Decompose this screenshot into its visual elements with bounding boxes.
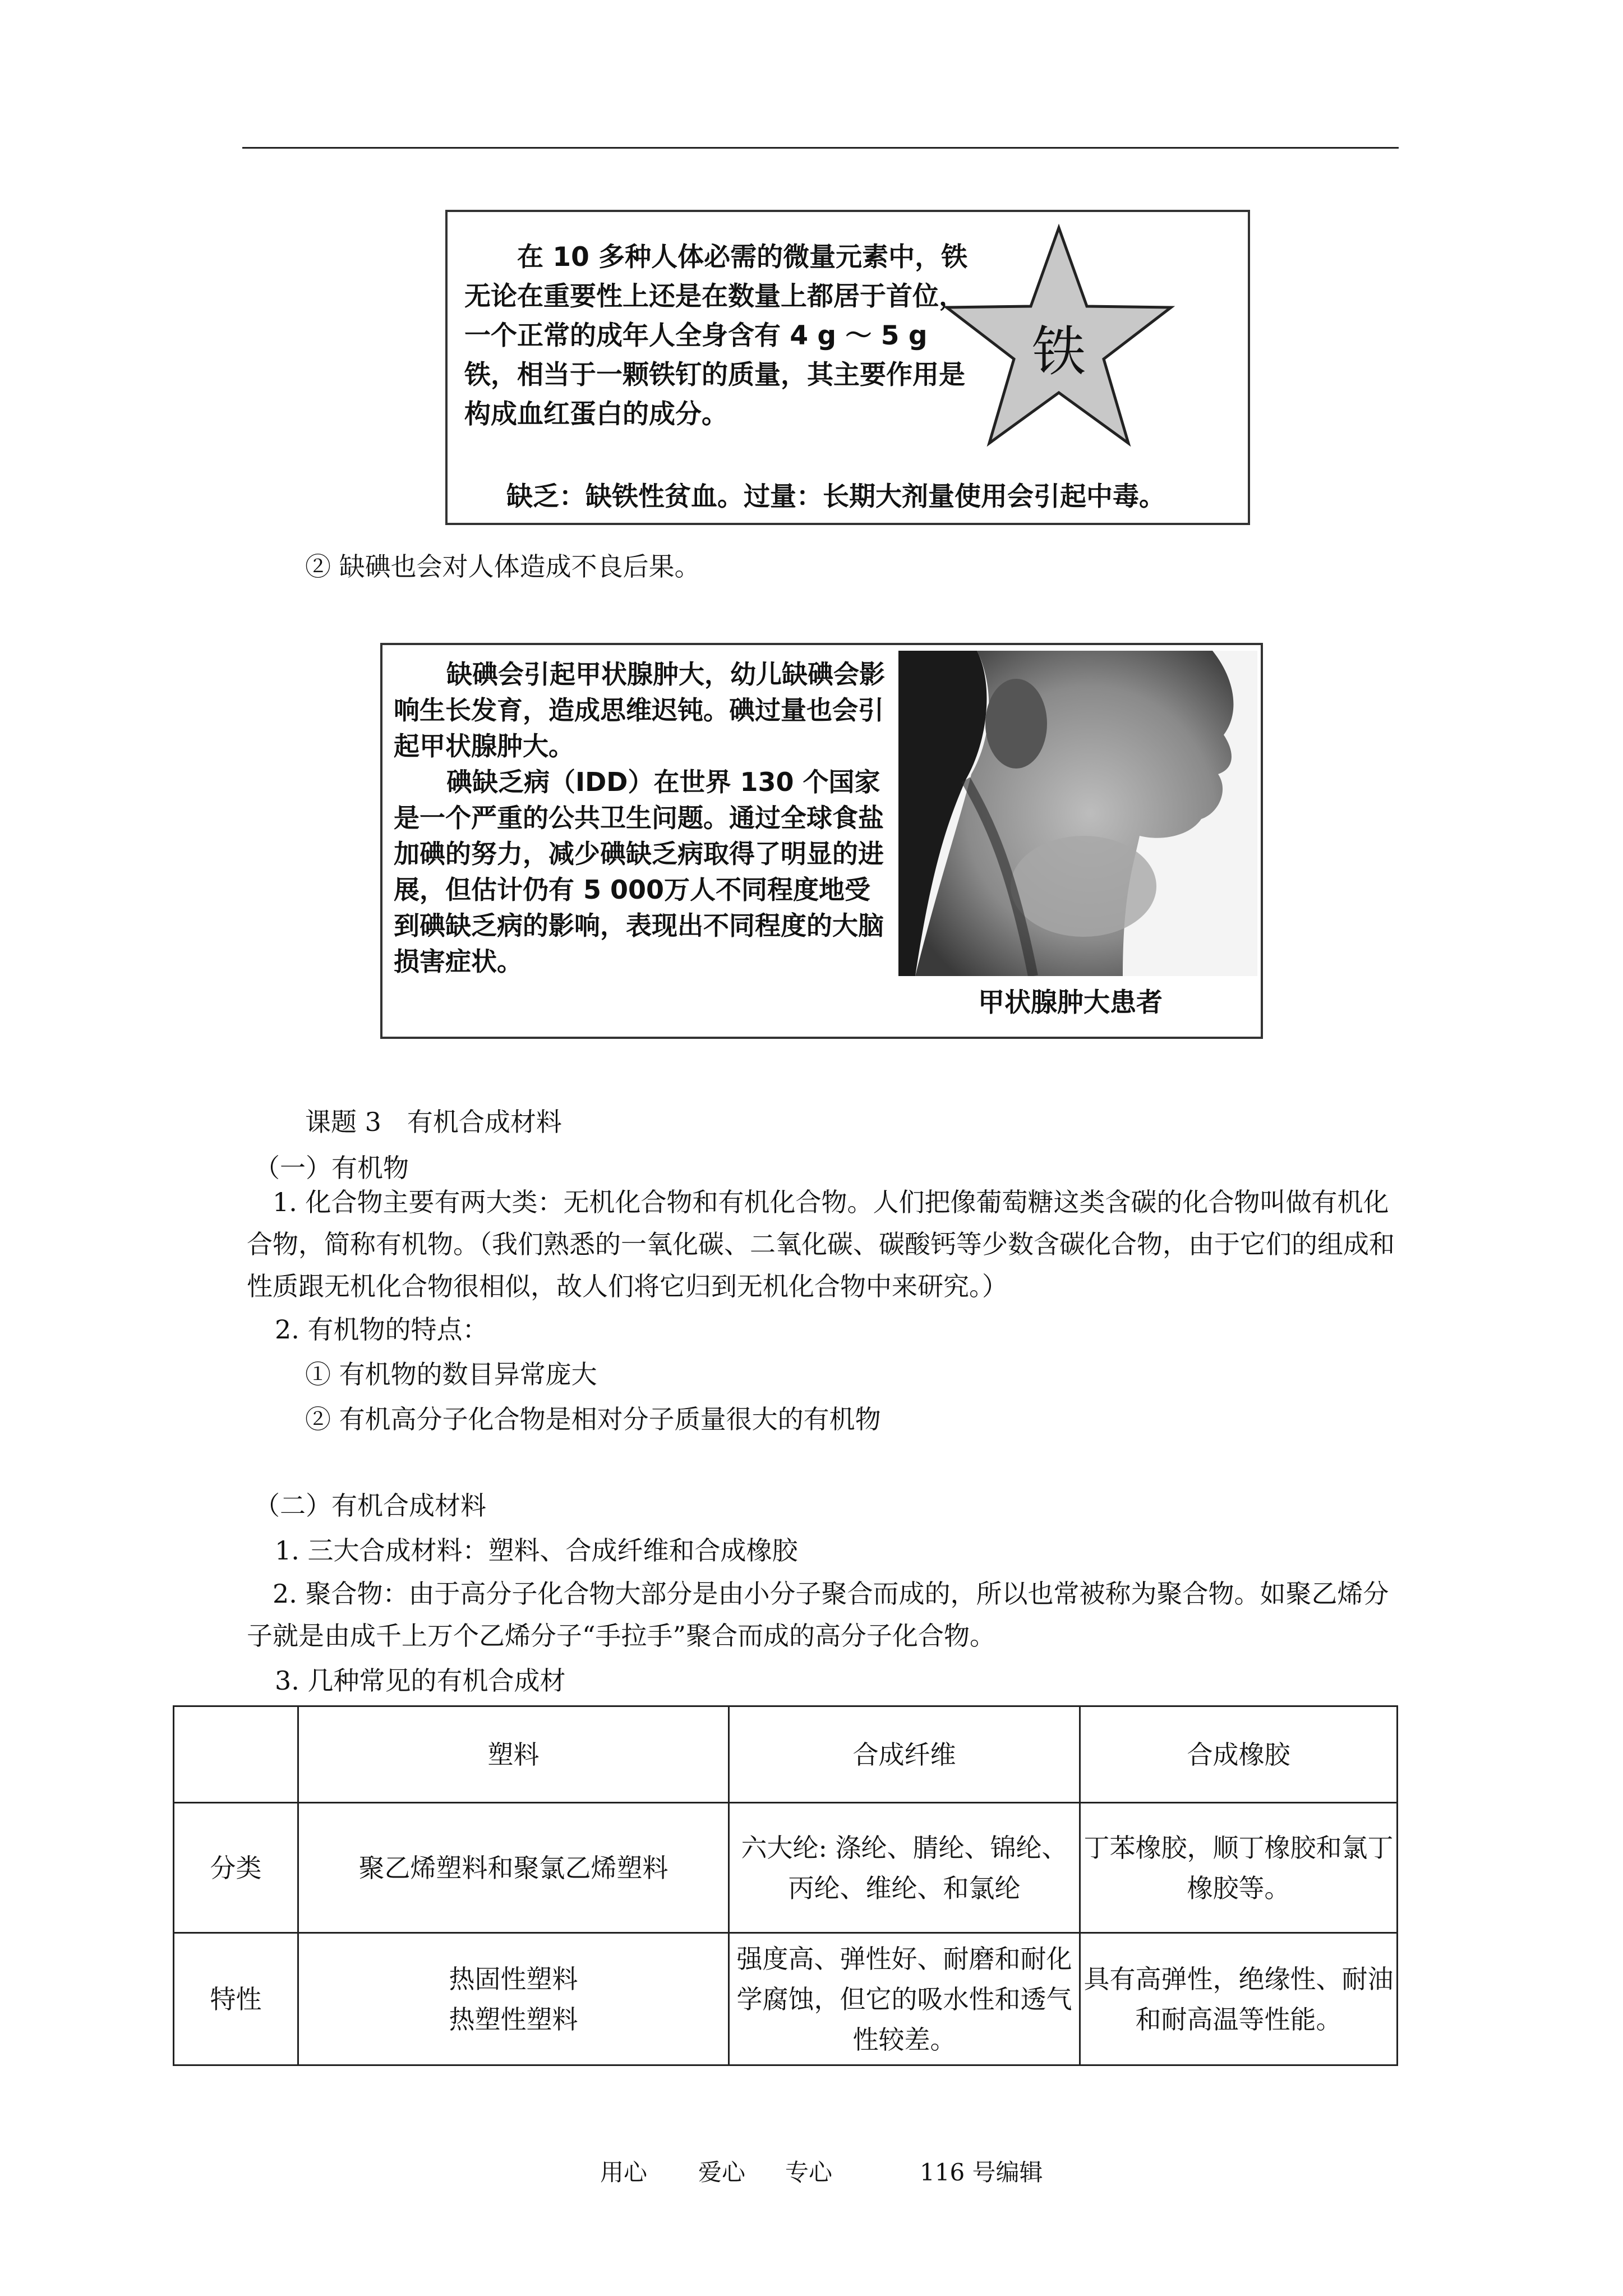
table-row — [174, 1933, 1398, 2065]
table-header-cell: 合成橡胶 — [1080, 1706, 1398, 1803]
iron-info-box — [445, 210, 1250, 525]
iodine-para-1: 缺碘会引起甲状腺肿大，幼儿缺碘会影响生长发育，造成思维迟钝。碘过量也会引起甲状腺肿大。 — [394, 659, 885, 761]
plastic-type-a: 热固性塑料 — [449, 1963, 578, 1994]
section2-item1: 1. 三大合成材料：塑料、合成纤维和合成橡胶 — [275, 1535, 798, 1566]
iron-deficiency-line: 缺乏：缺铁性贫血。过量：长期大剂量使用会引起中毒。 — [506, 481, 1165, 512]
iron-paragraph — [464, 238, 980, 434]
row-label: 特性 — [174, 1933, 298, 2065]
footer-editor: 116 号编辑 — [920, 2159, 1043, 2186]
row-label: 分类 — [174, 1803, 298, 1933]
section1-sub1: ① 有机物的数目异常庞大 — [305, 1359, 597, 1389]
section1-item1: 1. 化合物主要有两大类：无机化合物和有机化合物。人们把像葡萄糖这类含碳的化合物叫做有机化合物，简称有机物。（我们熟悉的一氧化碳、二氧化碳、碳酸钙等少数含碳化合物，由于它们的组成和性质跟无机化合物很相似，故人们将它归到无机化合物中来研究。） — [247, 1187, 1395, 1301]
table-header-cell: 合成纤维 — [729, 1706, 1080, 1803]
table-cell — [298, 1933, 729, 2065]
iodine-text-block — [394, 656, 887, 979]
table-cell: 聚乙烯塑料和聚氯乙烯塑料 — [298, 1803, 729, 1933]
table-header-cell — [174, 1706, 298, 1803]
table-cell: 六大纶: 涤纶、腈纶、锦纶、丙纶、维纶、和氯纶 — [729, 1803, 1080, 1933]
iodine-info-box — [380, 643, 1263, 1039]
section1-item2: 2. 有机物的特点： — [275, 1314, 488, 1345]
header-rule — [242, 147, 1399, 149]
table-cell: 丁苯橡胶，顺丁橡胶和氯丁橡胶等。 — [1080, 1803, 1398, 1933]
footer-c: 专心 — [785, 2159, 833, 2186]
table-header-row — [174, 1706, 1398, 1803]
section1-sub2: ② 有机高分子化合物是相对分子质量很大的有机物 — [305, 1404, 881, 1434]
footer-b: 爱心 — [698, 2159, 746, 2186]
table-cell: 具有高弹性，绝缘性、耐油和耐高温等性能。 — [1080, 1933, 1398, 2065]
iron-text: 在 10 多种人体必需的微量元素中，铁无论在重要性上还是在数量上都居于首位，一个正常的成年人全身含有 4 g ～ 5 g 铁，相当于一颗铁钉的质量，其主要作用是构成血红蛋白的成分。 — [464, 242, 968, 430]
section1-heading: （一）有机物 — [254, 1153, 409, 1183]
section2-heading: （二）有机合成材料 — [254, 1490, 486, 1521]
iodine-intro: ② 缺碘也会对人体造成不良后果。 — [305, 551, 700, 582]
section2-item2: 2. 聚合物：由于高分子化合物大部分是由小分子聚合而成的，所以也常被称为聚合物。如聚乙烯分子就是由成千上万个乙烯分子“手拉手”聚合而成的高分子化合物。 — [247, 1579, 1389, 1651]
star-label: 铁 — [1032, 320, 1086, 383]
table-row — [174, 1803, 1398, 1933]
section2-item3: 3. 几种常见的有机合成材 — [275, 1665, 566, 1696]
lesson-title: 课题 3 有机合成材料 — [305, 1107, 562, 1137]
table-header-cell: 塑料 — [298, 1706, 729, 1803]
iodine-para-2: 碘缺乏病（IDD）在世界 130 个国家是一个严重的公共卫生问题。通过全球食盐加碘的努力，减少碘缺乏病取得了明显的进展，但估计仍有 5 000万人不同程度地受到碘缺乏病的影响，表现出不同程度的大脑损害症状。 — [394, 767, 884, 977]
goiter-patient-photo — [898, 651, 1257, 976]
photo-caption: 甲状腺肿大患者 — [978, 987, 1163, 1018]
synthetic-materials-table — [173, 1705, 1398, 2066]
footer-a: 用心 — [600, 2159, 648, 2186]
plastic-type-b: 热塑性塑料 — [449, 2004, 578, 2035]
iron-star-icon — [941, 223, 1177, 453]
table-cell: 强度高、弹性好、耐磨和耐化学腐蚀，但它的吸水性和透气性较差。 — [729, 1933, 1080, 2065]
